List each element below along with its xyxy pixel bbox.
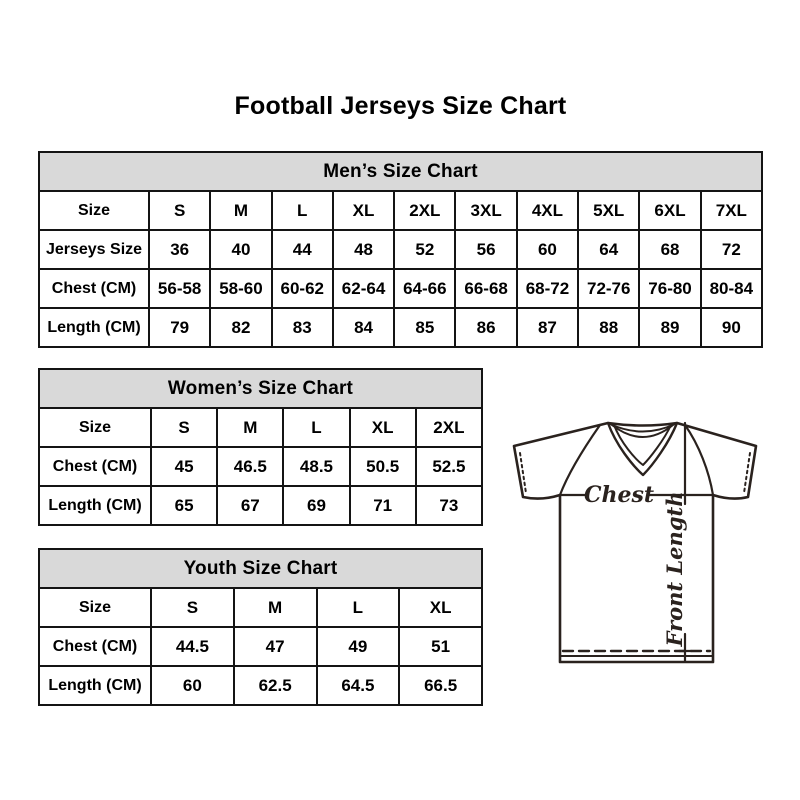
cell-value: 60 (517, 230, 578, 269)
cell-value: 2XL (394, 191, 455, 230)
cell-value: 80-84 (701, 269, 762, 308)
cell-value: 71 (350, 486, 416, 525)
row-label: Size (39, 191, 149, 230)
cell-value: 46.5 (217, 447, 283, 486)
cell-value: S (149, 191, 210, 230)
cell-value: 44.5 (151, 627, 234, 666)
table-row (39, 230, 762, 269)
cell-value: 66-68 (455, 269, 516, 308)
cell-value: 48 (333, 230, 394, 269)
row-label: Length (CM) (39, 486, 151, 525)
cell-value: 87 (517, 308, 578, 347)
cell-value: 50.5 (350, 447, 416, 486)
table-row (39, 308, 762, 347)
row-label: Jerseys Size (39, 230, 149, 269)
table-title: Youth Size Chart (39, 549, 482, 588)
cell-value: 68-72 (517, 269, 578, 308)
cell-value: 65 (151, 486, 217, 525)
table-row (39, 269, 762, 308)
row-label: Length (CM) (39, 666, 151, 705)
cell-value: 64 (578, 230, 639, 269)
cell-value: 7XL (701, 191, 762, 230)
cell-value: M (217, 408, 283, 447)
table-title: Men’s Size Chart (39, 152, 762, 191)
cell-value: 69 (283, 486, 349, 525)
table-row (39, 627, 482, 666)
cell-value: 5XL (578, 191, 639, 230)
cell-value: 79 (149, 308, 210, 347)
cell-value: 66.5 (399, 666, 482, 705)
cell-value: 83 (272, 308, 333, 347)
row-label: Chest (CM) (39, 269, 149, 308)
table-row (39, 447, 482, 486)
cell-value: 47 (234, 627, 317, 666)
cell-value: 2XL (416, 408, 482, 447)
cell-value: 56-58 (149, 269, 210, 308)
cell-value: 60 (151, 666, 234, 705)
table-row (39, 191, 762, 230)
jersey-measurement-diagram (503, 415, 765, 665)
cell-value: L (283, 408, 349, 447)
page-title: Football Jerseys Size Chart (234, 92, 567, 120)
table-row (39, 486, 482, 525)
cell-value: 76-80 (639, 269, 700, 308)
cell-value: 44 (272, 230, 333, 269)
cell-value: 4XL (517, 191, 578, 230)
cell-value: 72 (701, 230, 762, 269)
cell-value: 45 (151, 447, 217, 486)
cell-value: 52.5 (416, 447, 482, 486)
cell-value: L (317, 588, 400, 627)
cell-value: 49 (317, 627, 400, 666)
table-title-row (39, 549, 482, 588)
cell-value: 36 (149, 230, 210, 269)
cell-value: 64.5 (317, 666, 400, 705)
cell-value: 48.5 (283, 447, 349, 486)
cell-value: 85 (394, 308, 455, 347)
cell-value: XL (399, 588, 482, 627)
cell-value: S (151, 588, 234, 627)
cell-value: S (151, 408, 217, 447)
table-title-row (39, 152, 762, 191)
cell-value: 52 (394, 230, 455, 269)
youth-size-table (38, 548, 483, 706)
row-label: Size (39, 588, 151, 627)
mens-size-table (38, 151, 763, 348)
row-label: Chest (CM) (39, 627, 151, 666)
cell-value: M (234, 588, 317, 627)
row-label: Chest (CM) (39, 447, 151, 486)
row-label: Length (CM) (39, 308, 149, 347)
table-title-row (39, 369, 482, 408)
table-row (39, 408, 482, 447)
womens-size-table (38, 368, 483, 526)
cell-value: 58-60 (210, 269, 271, 308)
cell-value: 68 (639, 230, 700, 269)
table-row (39, 588, 482, 627)
cell-value: 62.5 (234, 666, 317, 705)
cell-value: 56 (455, 230, 516, 269)
cell-value: M (210, 191, 271, 230)
table-row (39, 666, 482, 705)
cell-value: 6XL (639, 191, 700, 230)
cell-value: 60-62 (272, 269, 333, 308)
cell-value: 62-64 (333, 269, 394, 308)
chest-label: Chest (583, 482, 655, 508)
jersey-diagram-svg (503, 415, 765, 665)
cell-value: 40 (210, 230, 271, 269)
cell-value: 84 (333, 308, 394, 347)
cell-value: 82 (210, 308, 271, 347)
cell-value: 88 (578, 308, 639, 347)
row-label: Size (39, 408, 151, 447)
cell-value: 90 (701, 308, 762, 347)
front-length-label: Front Length (662, 491, 687, 647)
cell-value: L (272, 191, 333, 230)
table-title: Women’s Size Chart (39, 369, 482, 408)
cell-value: 72-76 (578, 269, 639, 308)
cell-value: 51 (399, 627, 482, 666)
cell-value: 3XL (455, 191, 516, 230)
cell-value: XL (333, 191, 394, 230)
cell-value: XL (350, 408, 416, 447)
cell-value: 73 (416, 486, 482, 525)
cell-value: 86 (455, 308, 516, 347)
cell-value: 89 (639, 308, 700, 347)
cell-value: 67 (217, 486, 283, 525)
cell-value: 64-66 (394, 269, 455, 308)
